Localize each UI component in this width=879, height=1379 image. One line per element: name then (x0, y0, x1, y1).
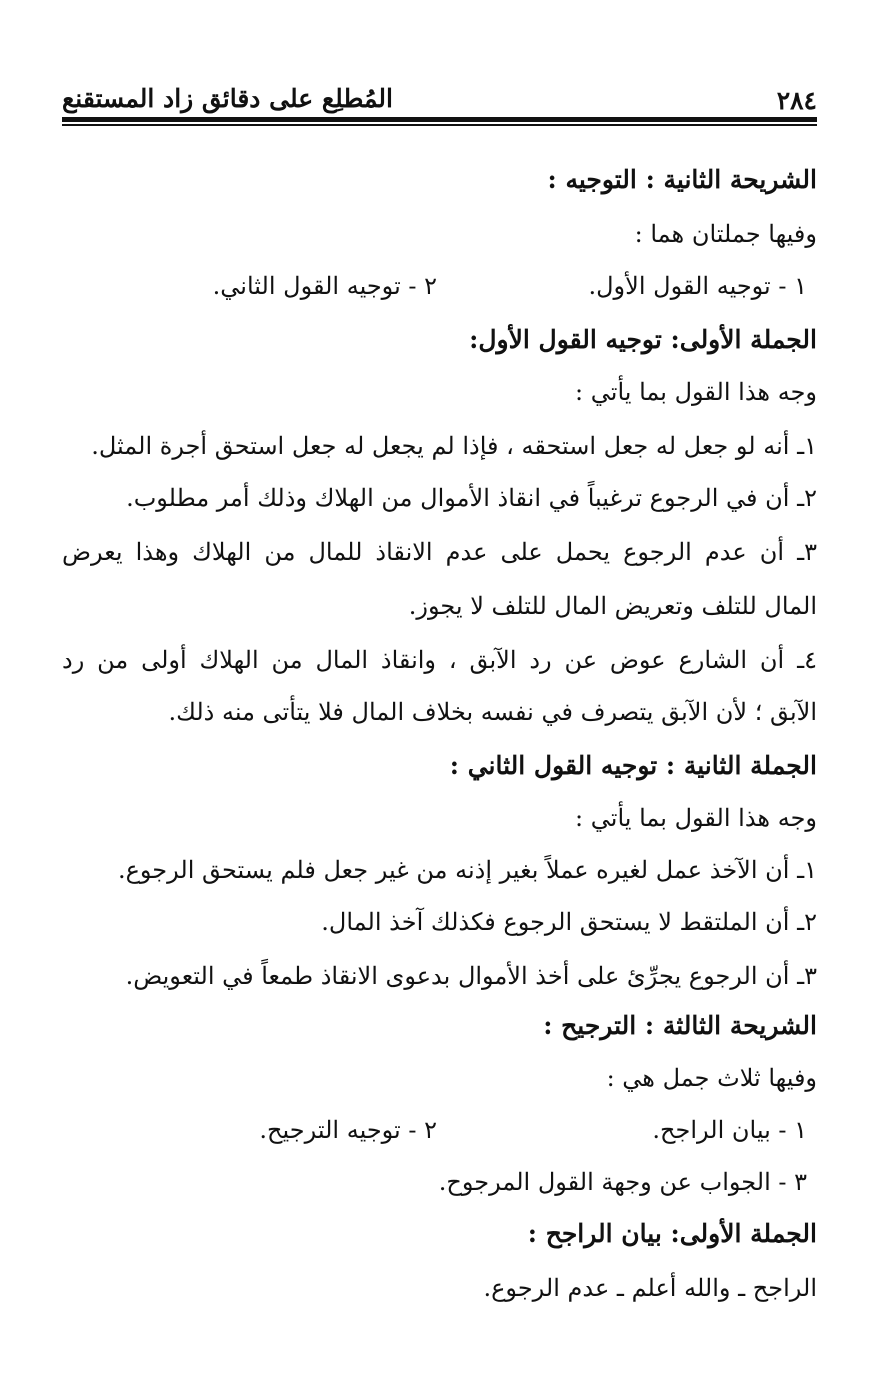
list-item: ١ - بيان الراجح. (652, 1116, 807, 1144)
subsection-heading: الجملة الثانية : توجيه القول الثاني : (449, 751, 817, 780)
list-item: ٣ - الجواب عن وجهة القول المرجوح. (438, 1168, 807, 1196)
list-item: ١ - توجيه القول الأول. (588, 272, 807, 300)
list-row (62, 1160, 817, 1204)
list-row (62, 264, 817, 308)
numbered-point: ١ـ أن الآخذ عمل لغيره عملاً بغير إذنه من غير جعل فلم يستحق الرجوع. (117, 856, 817, 884)
paragraph: وجه هذا القول بما يأتي : (575, 804, 817, 832)
numbered-point: ٢ـ أن في الرجوع ترغيباً في انقاذ الأموال من الهلاك وذلك أمر مطلوب. (126, 484, 817, 512)
list-row (62, 1108, 817, 1152)
paragraph-continuation: الآبق ؛ لأن الآبق يتصرف في نفسه بخلاف المال فلا يتأتى منه ذلك. (168, 698, 817, 726)
page-header (62, 80, 817, 120)
paragraph-continuation: المال للتلف وتعريض المال للتلف لا يجوز. (408, 592, 817, 620)
numbered-point: ٢ـ أن الملتقط لا يستحق الرجوع فكذلك آخذ المال. (321, 908, 817, 936)
header-rule-thick (62, 117, 817, 122)
numbered-point: ٣ـ أن الرجوع يجرِّئ على أخذ الأموال بدعوى الانقاذ طمعاً في التعويض. (125, 962, 817, 990)
subsection-heading: الجملة الأولى: توجيه القول الأول: (469, 325, 817, 354)
subsection-heading: الجملة الأولى: بيان الراجح : (527, 1219, 817, 1248)
page-number: ٢٨٤ (776, 86, 817, 115)
running-title: المُطلِع على دقائق زاد المستقنع (62, 84, 393, 113)
numbered-point: ١ـ أنه لو جعل له جعل استحقه ، فإذا لم يجعل له جعل استحق أجرة المثل. (91, 432, 817, 460)
list-item: ٢ - توجيه القول الثاني. (212, 272, 437, 300)
paragraph: وفيها ثلاث جمل هي : (606, 1064, 817, 1092)
section-heading: الشريحة الثالثة : الترجيح : (543, 1011, 817, 1040)
paragraph: وجه هذا القول بما يأتي : (575, 378, 817, 406)
section-heading: الشريحة الثانية : التوجيه : (547, 165, 817, 194)
numbered-point: ٣ـ أن عدم الرجوع يحمل على عدم الانقاذ للمال من الهلاك وهذا يعرض (62, 538, 817, 566)
paragraph: وفيها جملتان هما : (634, 220, 817, 248)
paragraph: الراجح ـ والله أعلم ـ عدم الرجوع. (483, 1274, 817, 1302)
list-item: ٢ - توجيه الترجيح. (259, 1116, 437, 1144)
header-rule-thin (62, 124, 817, 126)
numbered-point: ٤ـ أن الشارع عوض عن رد الآبق ، وانقاذ المال من الهلاك أولى من رد (62, 646, 817, 674)
